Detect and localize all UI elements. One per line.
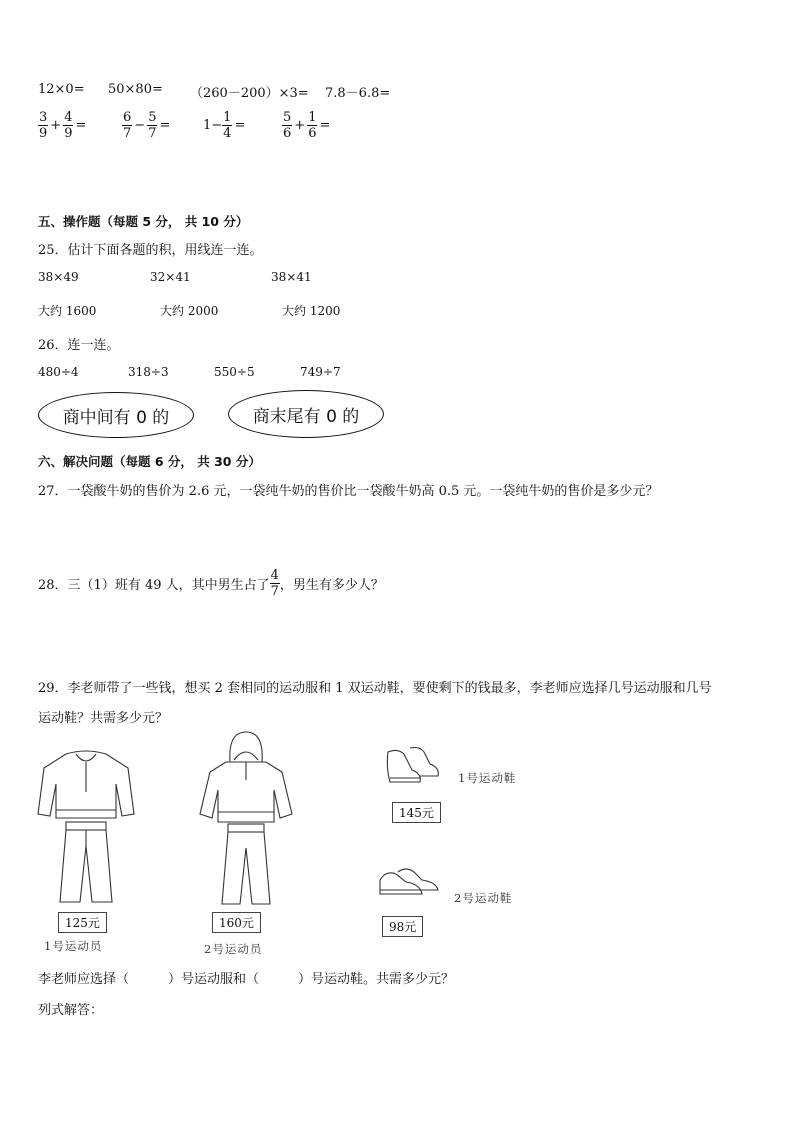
fraction-calc-1: $\frac{3}{9}$ + $\frac{4}{9}$ =	[39, 110, 87, 141]
q25-expr-3: 38×41	[271, 270, 312, 284]
q29-line2: 运动鞋？共需多少元？	[38, 711, 169, 726]
calc-1: 12×0=	[38, 82, 85, 97]
shoes-1-price: 145元	[392, 802, 441, 823]
q27-text: 27．一袋酸牛奶的售价为 2.6 元，一袋纯牛奶的售价比一袋酸牛奶高 0.5 元。一袋纯牛奶的售价是多少元？	[38, 484, 659, 499]
outfit-2-price: 160元	[212, 912, 261, 933]
calc-3: （260－200）×3=	[190, 86, 309, 101]
shoes-1-caption: 1号运动鞋	[458, 771, 517, 785]
outfit-2-caption: 2号运动员	[204, 942, 263, 956]
q26-text: 26．连一连。	[38, 338, 120, 353]
outfit-1-caption: 1号运动员	[44, 939, 103, 953]
oval-middle-zero: 商中间有 0 的	[38, 392, 194, 438]
q25-text: 25．估计下面各题的积，用线连一连。	[38, 243, 263, 258]
shoes-2-illustration	[376, 866, 440, 906]
q29-answer-label: 列式解答：	[38, 1003, 104, 1018]
q29-line1: 29．李老师带了一些钱，想买 2 套相同的运动服和 1 双运动鞋，要使剩下的钱最多，李老师应选择几号运动服和几号	[38, 681, 712, 696]
shoes-2-price: 98元	[382, 916, 423, 937]
q25-answer-1: 大约 1600	[38, 304, 97, 318]
section6-title: 六、解决问题（每题 6 分， 共 30 分）	[38, 454, 261, 469]
q29-fill-line: 李老师应选择（ ）号运动服和（ ）号运动鞋。共需多少元？	[38, 972, 455, 987]
outfit-1-illustration	[36, 746, 136, 910]
calc-4: 7.8－6.8=	[325, 86, 391, 101]
q26-expr-1: 480÷4	[38, 365, 79, 379]
q25-expr-2: 32×41	[150, 270, 191, 284]
q26-expr-4: 749÷7	[300, 365, 341, 379]
q26-expr-3: 550÷5	[214, 365, 255, 379]
calc-2: 50×80=	[108, 82, 163, 97]
section5-title: 五、操作题（每题 5 分， 共 10 分）	[38, 214, 249, 229]
q25-answer-2: 大约 2000	[160, 304, 219, 318]
q25-answer-3: 大约 1200	[282, 304, 341, 318]
q28-text: 28．三（1）班有 49 人，其中男生占了 $\frac{4}{7}$ ，男生有多少人？	[38, 568, 384, 599]
fraction-calc-4: $\frac{5}{6}$ + $\frac{1}{6}$ =	[283, 110, 331, 141]
outfit-2-illustration	[196, 732, 296, 908]
shoes-1-illustration	[384, 746, 440, 790]
fraction-calc-3: 1− $\frac{1}{4}$ =	[203, 110, 246, 141]
oval-end-zero: 商末尾有 0 的	[228, 390, 384, 438]
q28-fraction: $\frac{4}{7}$	[270, 568, 279, 599]
fraction-calc-2: $\frac{6}{7}$ − $\frac{5}{7}$ =	[123, 110, 171, 141]
q25-expr-1: 38×49	[38, 270, 79, 284]
shoes-2-caption: 2号运动鞋	[454, 891, 513, 905]
outfit-1-price: 125元	[58, 912, 107, 933]
q26-expr-2: 318÷3	[128, 365, 169, 379]
